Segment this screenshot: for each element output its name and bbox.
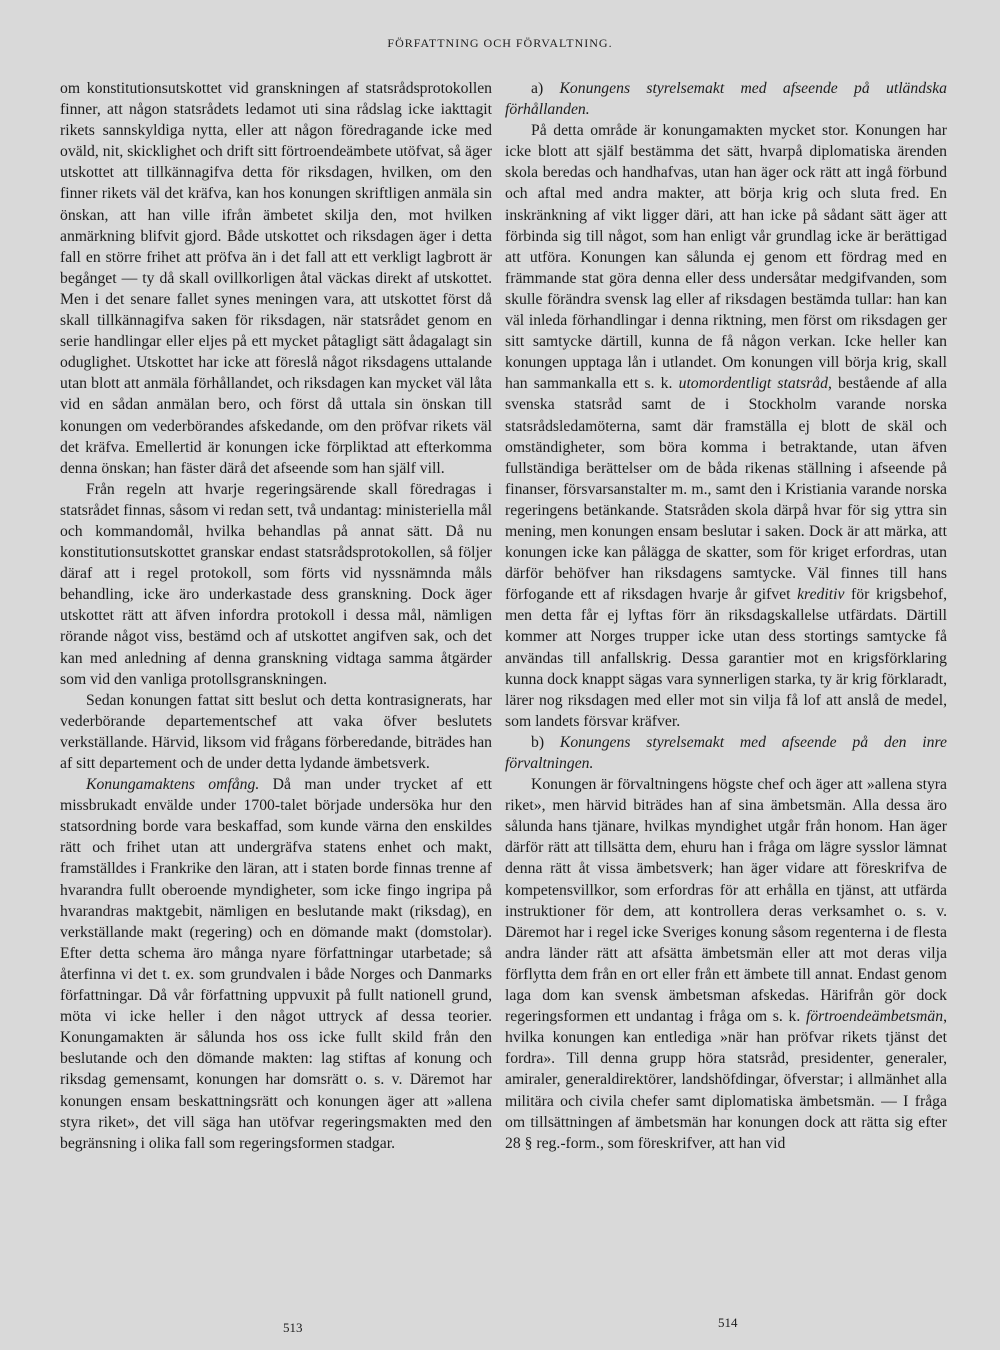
right-paragraph-1 bbox=[505, 120, 947, 732]
paragraph-text: om konstitutionsutskottet vid granskningen af statsrådsprotokollen finner, att någon statsrådets ledamot uti sina rådslag icke iakttagit rikets sannskyldiga nytta, eller att någon föredragande icke med oväld, nit, skicklighet och drift sitt förtroendeämbete utöfvat, så äger utskottet att tillkännagifva detta för riksdagen, hvilken, om den finner rikets väl det kräfva, kan hos konungen skriftligen anmäla sin önskan, att han ville ifrån ämbetet skilja den, mot hvilken anmärkning blifvit gjord. Både utskottet och riksdagen äger i detta fall en större frihet att pröfva än i det fall att ett verkligt lagbrott är begånget — ty då skall ovillkorligen åtal väckas direkt af utskottet. Men i det senare fallet synes meningen vara, att utskottet först då skall tillkännagifva saken för riksdagen, när statsrådet genom en serie handlingar eller eljes på ett mycket påtagligt sätt ådagalagt sin oduglighet. Utskottet har icke att föreslå något riksdagens uttalande utan blott att anmäla förhållandet, och riksdagen kan mycket väl låta vid en sådan anmälan bero, och först då uttala sin önskan till konungen om vederbörandes afskedande, om den pröfvar rikets väl det kräfva. Emellertid är konungen icke förpliktad att efterkomma denna önskan; han fäster därå det afseende som han själf vill. bbox=[60, 80, 492, 477]
paragraph-text: På detta område är konungamakten mycket stor. Konungen har icke blott att själf bestämma det sätt, hvarpå diplomatiska ärenden skola beredas och handhafvas, utan han äger ock rätt att ingå förbund och aftal med andra makter, att börja krig och sluta fred. En inskränkning af vikt ligger däri, att han icke på sådant sätt äger att förbinda sig till något, som han enligt vår grundlag icke är berättigad att utföra. Konungen kan sålunda ej genom ett fördrag med en främmande stat göra denna eller dess undersåtar medgifvanden, som skulle förändra svensk lag eller af riksdagen bestämda tullar: han kan väl inleda förhandlingar i denna riktning, men först om riksdagen ger sitt samtycke därtill, kunna de få någon verkan. Icke heller kan konungen upptaga lån i utlandet. Om konungen vill börja krig, skall han sammankalla ett s. k. bbox=[505, 122, 947, 393]
emphasized-term: förtroendeämbetsmän bbox=[805, 1008, 944, 1026]
subsection-marker: b) bbox=[531, 733, 560, 751]
subsection-heading: Konungens styrelsemakt med afseende på utländska förhållanden. bbox=[505, 80, 947, 119]
left-paragraph-3 bbox=[60, 690, 492, 774]
paragraph-text: Då man under trycket af ett missbrukadt envälde under 1700-talet började undersöka hur den statsordning borde vara beskaffad, som kunde värna den enskildes rätt och frihet utan att undergräfva statens enhet och makt, framställdes i Frankrike den läran, att i staten borde finnas trenne af hvarandra fullt oberoende myndigheter, som icke fingo ingripa på hvarandras maktgebit, nämligen en beslutande makt (riksdag), en verkställande makt (regering) och en dömande makt (domstolar). Efter detta schema äro många nyare författningar utarbetade; så återfinna vi det t. ex. som grundvalen i både Norges och Danmarks författningar. Då vår författning uppvuxit på fullt nationell grund, möta vi icke heller i den något uttryck af dessa teorier. Konungamakten är sålunda hos oss icke fullt skild från den beslutande och den dömande makten: lag stiftas af konung och riksdag gemensamt, konungen har domsrätt o. s. v. Däremot har konungen ensam beskattningsrätt och konungen äger att »allena styra riket», det vill säga han utöfvar regeringsmakten med den begränsning i olika fall som regeringsformen stadgar. bbox=[60, 776, 492, 1152]
paragraph-text: Från regeln att hvarje regeringsärende skall föredragas i statsrådet finnas, såsom vi redan sett, två undantag: ministeriella mål och kommandomål, hvilka behandlas på annat sätt. Då nu konstitutionsutskottet granskar endast statsrådsprotokollen, så följer däraf att i regel protokoll, som förts vid nyssnämnda måls behandling, icke äro underkastade dess granskning. Dock äger utskottet rätt att äfven infordra protokoll i dessa mål, nämligen rörande något viss, bestämd och af utskottet angifven sak, och det kan med anledning af denna granskning vidtaga samma åtgärder som vid den vanliga protollsgranskningen. bbox=[60, 480, 492, 688]
right-paragraph-2 bbox=[505, 774, 947, 1154]
paragraph-text: Sedan konungen fattat sitt beslut och detta kontrasignerats, har vederbörande departementschef att vaka öfver beslutets verkställande. Härvid, liksom vid frågans förberedande, biträdes han af sitt departement och de under detta lydande ämbetsverk. bbox=[60, 691, 492, 772]
paragraph-text: , bestående af alla svenska statsråd samt de i Stockholm varande norska statsrådsledamöterna, samt där framställa ej blott de skäl och omständigheter, som böra komma i betraktande, utan äfven fullständiga berättelser om de båda rikenas ställning i afseende på finanser, försvarsanstalter m. m., samt den i Kristiania varande norska regeringens betänkande. Statsråden skola därpå hvar för sig yttra sin mening, men konungen ensam beslutar i saken. Dock är att märka, att konungen icke kan pålägga de skatter, som för kriget erfordras, utan därför behöfver han riksdagens samtycke. Väl finnes till hans förfogande ett af riksdagen hvarje år gifvet bbox=[505, 375, 947, 604]
paragraph-text: , hvilka konungen kan entlediga »när han pröfvar rikets tjänst det fordra». Till denna grupp höra statsråd, presidenter, generaler, amiraler, generaldirektörer, landshöfdingar, öfverstar; i allmänhet alla militära och civila chefer samt diplomatiska ämbetsmän. — I fråga om tillsättningen af ämbetsmän har konungen dock att rätta sig efter 28 § reg.-form., som föreskrifver, att han vid bbox=[505, 1008, 947, 1152]
subsection-heading: Konungens styrelsemakt med afseende på den inre förvaltningen. bbox=[505, 733, 947, 772]
left-paragraph-4 bbox=[60, 774, 492, 1154]
right-subsection-b-heading bbox=[505, 732, 947, 774]
right-column bbox=[505, 78, 947, 1154]
emphasized-term: utomordentligt statsråd bbox=[678, 375, 828, 393]
section-heading: Konungamaktens omfång. bbox=[86, 776, 260, 794]
right-subsection-a-heading bbox=[505, 78, 947, 120]
running-head: FÖRFATTNING OCH FÖRVALTNING. bbox=[387, 36, 613, 50]
page-number-right: 514 bbox=[718, 1315, 738, 1330]
subsection-marker: a) bbox=[531, 80, 560, 97]
left-paragraph-2 bbox=[60, 479, 492, 690]
emphasized-term: kreditiv bbox=[797, 586, 845, 604]
left-paragraph-1 bbox=[60, 78, 492, 479]
paragraph-text: Konungen är förvaltningens högste chef och äger att »allena styra riket», men härvid biträdes han af sina ämbetsmän. Alla dessa äro sålunda hans tjänare, hvilkas myndighet utgår från honom. Han äger därför rätt att tillsätta dem, ehuru han i fråga om lägre sysslor lämnat denna rätt åt vissa ämbetsverk; han äger vidare att föreskrifva de kompetensvillkor, som erfordras för att erhålla en tjänst, att utfärda instruktioner för dem, att kontrollera deras verksamhet o. s. v. Däremot har i regel icke Sveriges konung såsom regenterna i de flesta andra länder rätt att afsätta ämbetsmän eller att mot deras vilja förflytta dem från en ort eller från ett ämbete till annat. Endast genom laga dom kan svensk ämbetsman afskedas. Härifrån gör dock regeringsformen ett undantag i fråga om s. k. bbox=[505, 776, 947, 1026]
page-number-left: 513 bbox=[283, 1320, 303, 1335]
paragraph-text: för krigsbehof, men detta får ej lyftas förr än riksdagskallelse utfärdats. Därtill kommer att Norges trupper icke utan dess stortings samtycke få användas till anfallskrig. Dessa garantier mot en krigsförklaring kunna dock knappt sägas vara synnerligen starka, ty är krig förklaradt, lärer nog riksdagen med eller mot sin vilja få lof att anslå de medel, som landets försvar kräfver. bbox=[505, 586, 947, 730]
left-column bbox=[60, 78, 492, 1154]
